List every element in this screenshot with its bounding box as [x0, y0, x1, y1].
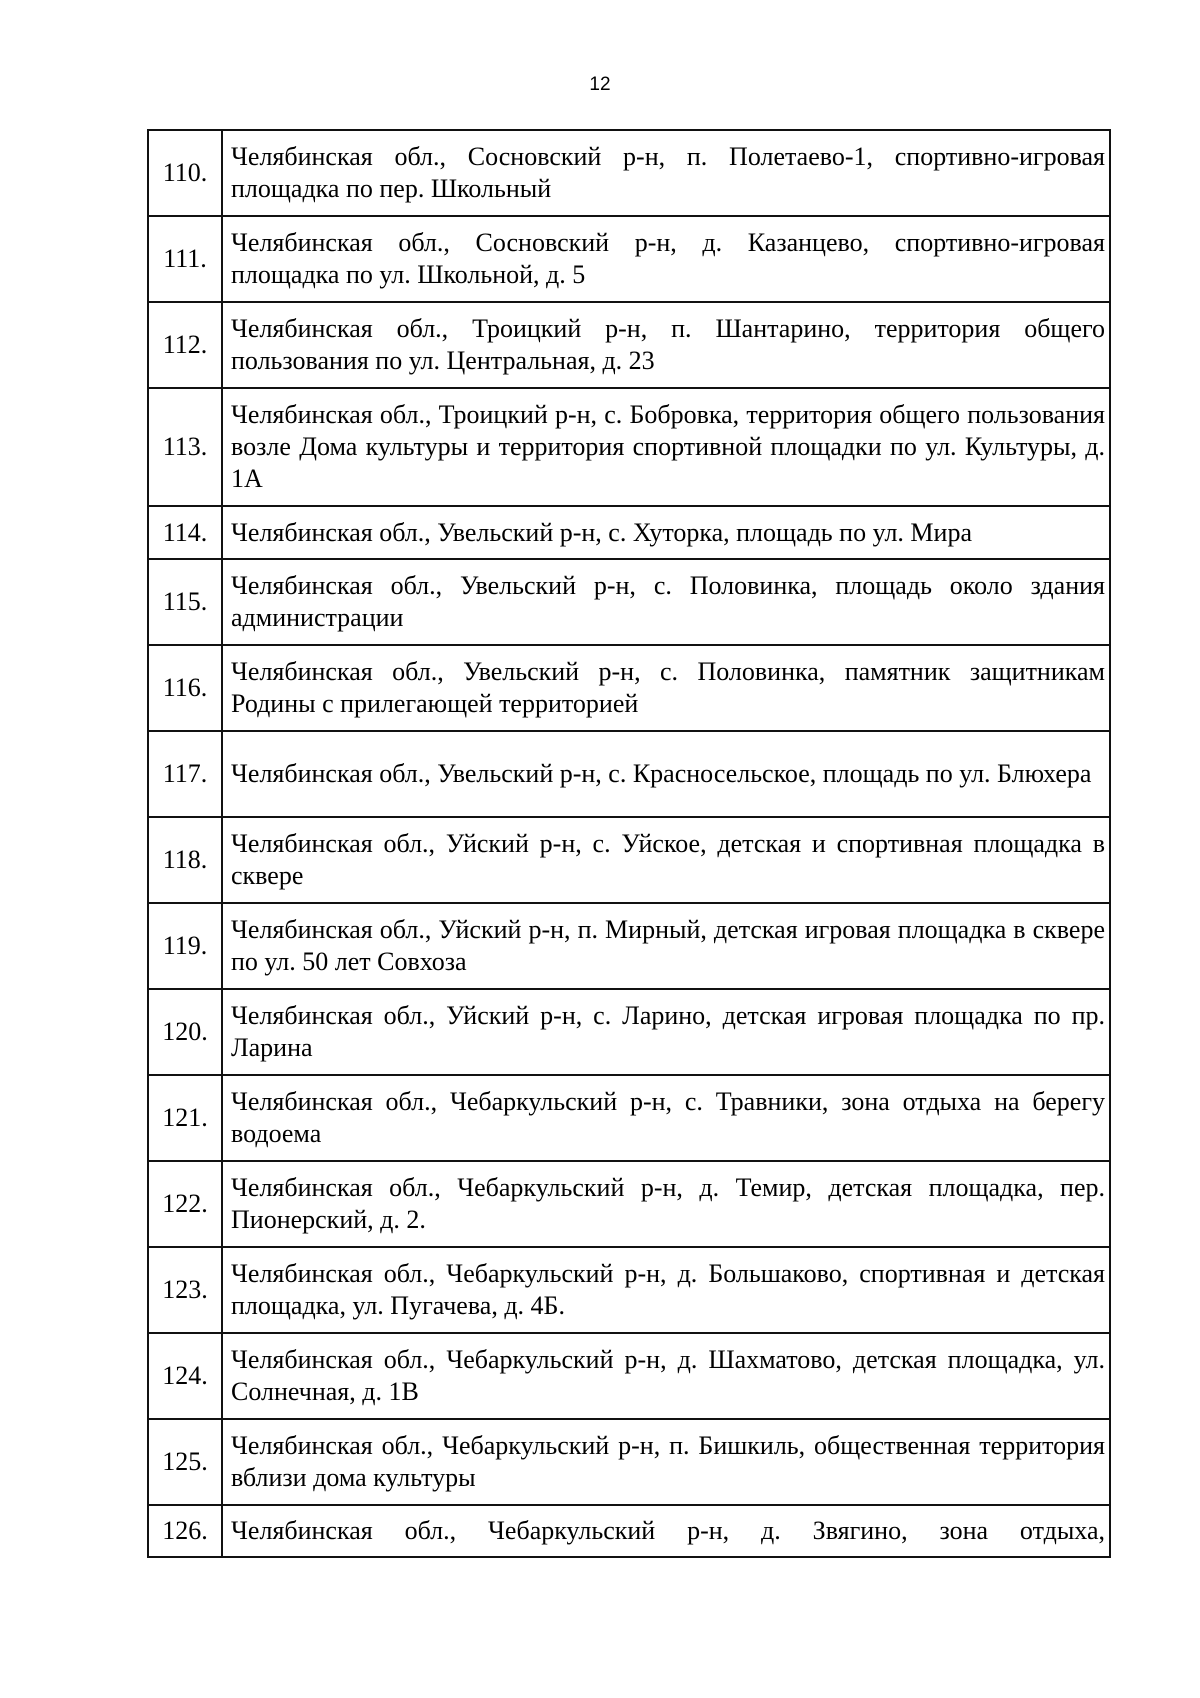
- row-number: 110.: [148, 130, 222, 216]
- table-row: [148, 1333, 1110, 1419]
- row-number: 122.: [148, 1161, 222, 1247]
- row-description: Челябинская обл., Увельский р-н, с. Половинка, площадь около здания администрации: [222, 559, 1110, 645]
- row-number: 125.: [148, 1419, 222, 1505]
- table-row: [148, 130, 1110, 216]
- row-description: Челябинская обл., Уйский р-н, с. Ларино, детская игровая площадка по пр. Ларина: [222, 989, 1110, 1075]
- row-number: 126.: [148, 1505, 222, 1557]
- table-row: [148, 1161, 1110, 1247]
- table-row: [148, 1075, 1110, 1161]
- table-row: [148, 817, 1110, 903]
- row-description: Челябинская обл., Увельский р-н, с. Красносельское, площадь по ул. Блюхера: [222, 731, 1110, 817]
- row-description: Челябинская обл., Чебаркульский р-н, д. Большаково, спортивная и детская площадка, ул. Пугачева, д. 4Б.: [222, 1247, 1110, 1333]
- row-description: Челябинская обл., Увельский р-н, с. Половинка, памятник защитникам Родины с прилегающей территорией: [222, 645, 1110, 731]
- row-number: 118.: [148, 817, 222, 903]
- row-number: 116.: [148, 645, 222, 731]
- page-number: 12: [589, 74, 611, 95]
- table-row: [148, 989, 1110, 1075]
- table-row: [148, 1247, 1110, 1333]
- row-description: Челябинская обл., Уйский р-н, п. Мирный, детская игровая площадка в сквере по ул. 50 лет Совхоза: [222, 903, 1110, 989]
- row-number: 111.: [148, 216, 222, 302]
- table-row: [148, 1505, 1110, 1557]
- table-row: [148, 559, 1110, 645]
- row-number: 117.: [148, 731, 222, 817]
- row-description: Челябинская обл., Уйский р-н, с. Уйское, детская и спортивная площадка в сквере: [222, 817, 1110, 903]
- table-row: [148, 388, 1110, 506]
- row-number: 119.: [148, 903, 222, 989]
- row-number: 113.: [148, 388, 222, 506]
- row-description: Челябинская обл., Чебаркульский р-н, п. Бишкиль, общественная территория вблизи дома культуры: [222, 1419, 1110, 1505]
- row-description: Челябинская обл., Увельский р-н, с. Хуторка, площадь по ул. Мира: [222, 506, 1110, 559]
- row-number: 114.: [148, 506, 222, 559]
- table-row: [148, 506, 1110, 559]
- row-number: 124.: [148, 1333, 222, 1419]
- table-row: [148, 302, 1110, 388]
- row-number: 112.: [148, 302, 222, 388]
- row-description: Челябинская обл., Чебаркульский р-н, д. Звягино, зона отдыха,: [222, 1505, 1110, 1557]
- row-description: Челябинская обл., Чебаркульский р-н, д. Темир, детская площадка, пер. Пионерский, д. 2.: [222, 1161, 1110, 1247]
- row-number: 123.: [148, 1247, 222, 1333]
- row-number: 121.: [148, 1075, 222, 1161]
- row-description: Челябинская обл., Сосновский р-н, п. Полетаево-1, спортивно-игровая площадка по пер. Школьный: [222, 130, 1110, 216]
- row-description: Челябинская обл., Троицкий р-н, с. Бобровка, территория общего пользования возле Дома культуры и территория спортивной площадки по ул. Культуры, д. 1А: [222, 388, 1110, 506]
- table-row: [148, 903, 1110, 989]
- row-description: Челябинская обл., Троицкий р-н, п. Шантарино, территория общего пользования по ул. Центральная, д. 23: [222, 302, 1110, 388]
- table-row: [148, 216, 1110, 302]
- table-row: [148, 731, 1110, 817]
- row-description: Челябинская обл., Чебаркульский р-н, с. Травники, зона отдыха на берегу водоема: [222, 1075, 1110, 1161]
- locations-table: [147, 129, 1111, 1558]
- table-row: [148, 645, 1110, 731]
- row-number: 120.: [148, 989, 222, 1075]
- table-row: [148, 1419, 1110, 1505]
- row-number: 115.: [148, 559, 222, 645]
- row-description: Челябинская обл., Чебаркульский р-н, д. Шахматово, детская площадка, ул. Солнечная, д. 1В: [222, 1333, 1110, 1419]
- row-description: Челябинская обл., Сосновский р-н, д. Казанцево, спортивно-игровая площадка по ул. Школьной, д. 5: [222, 216, 1110, 302]
